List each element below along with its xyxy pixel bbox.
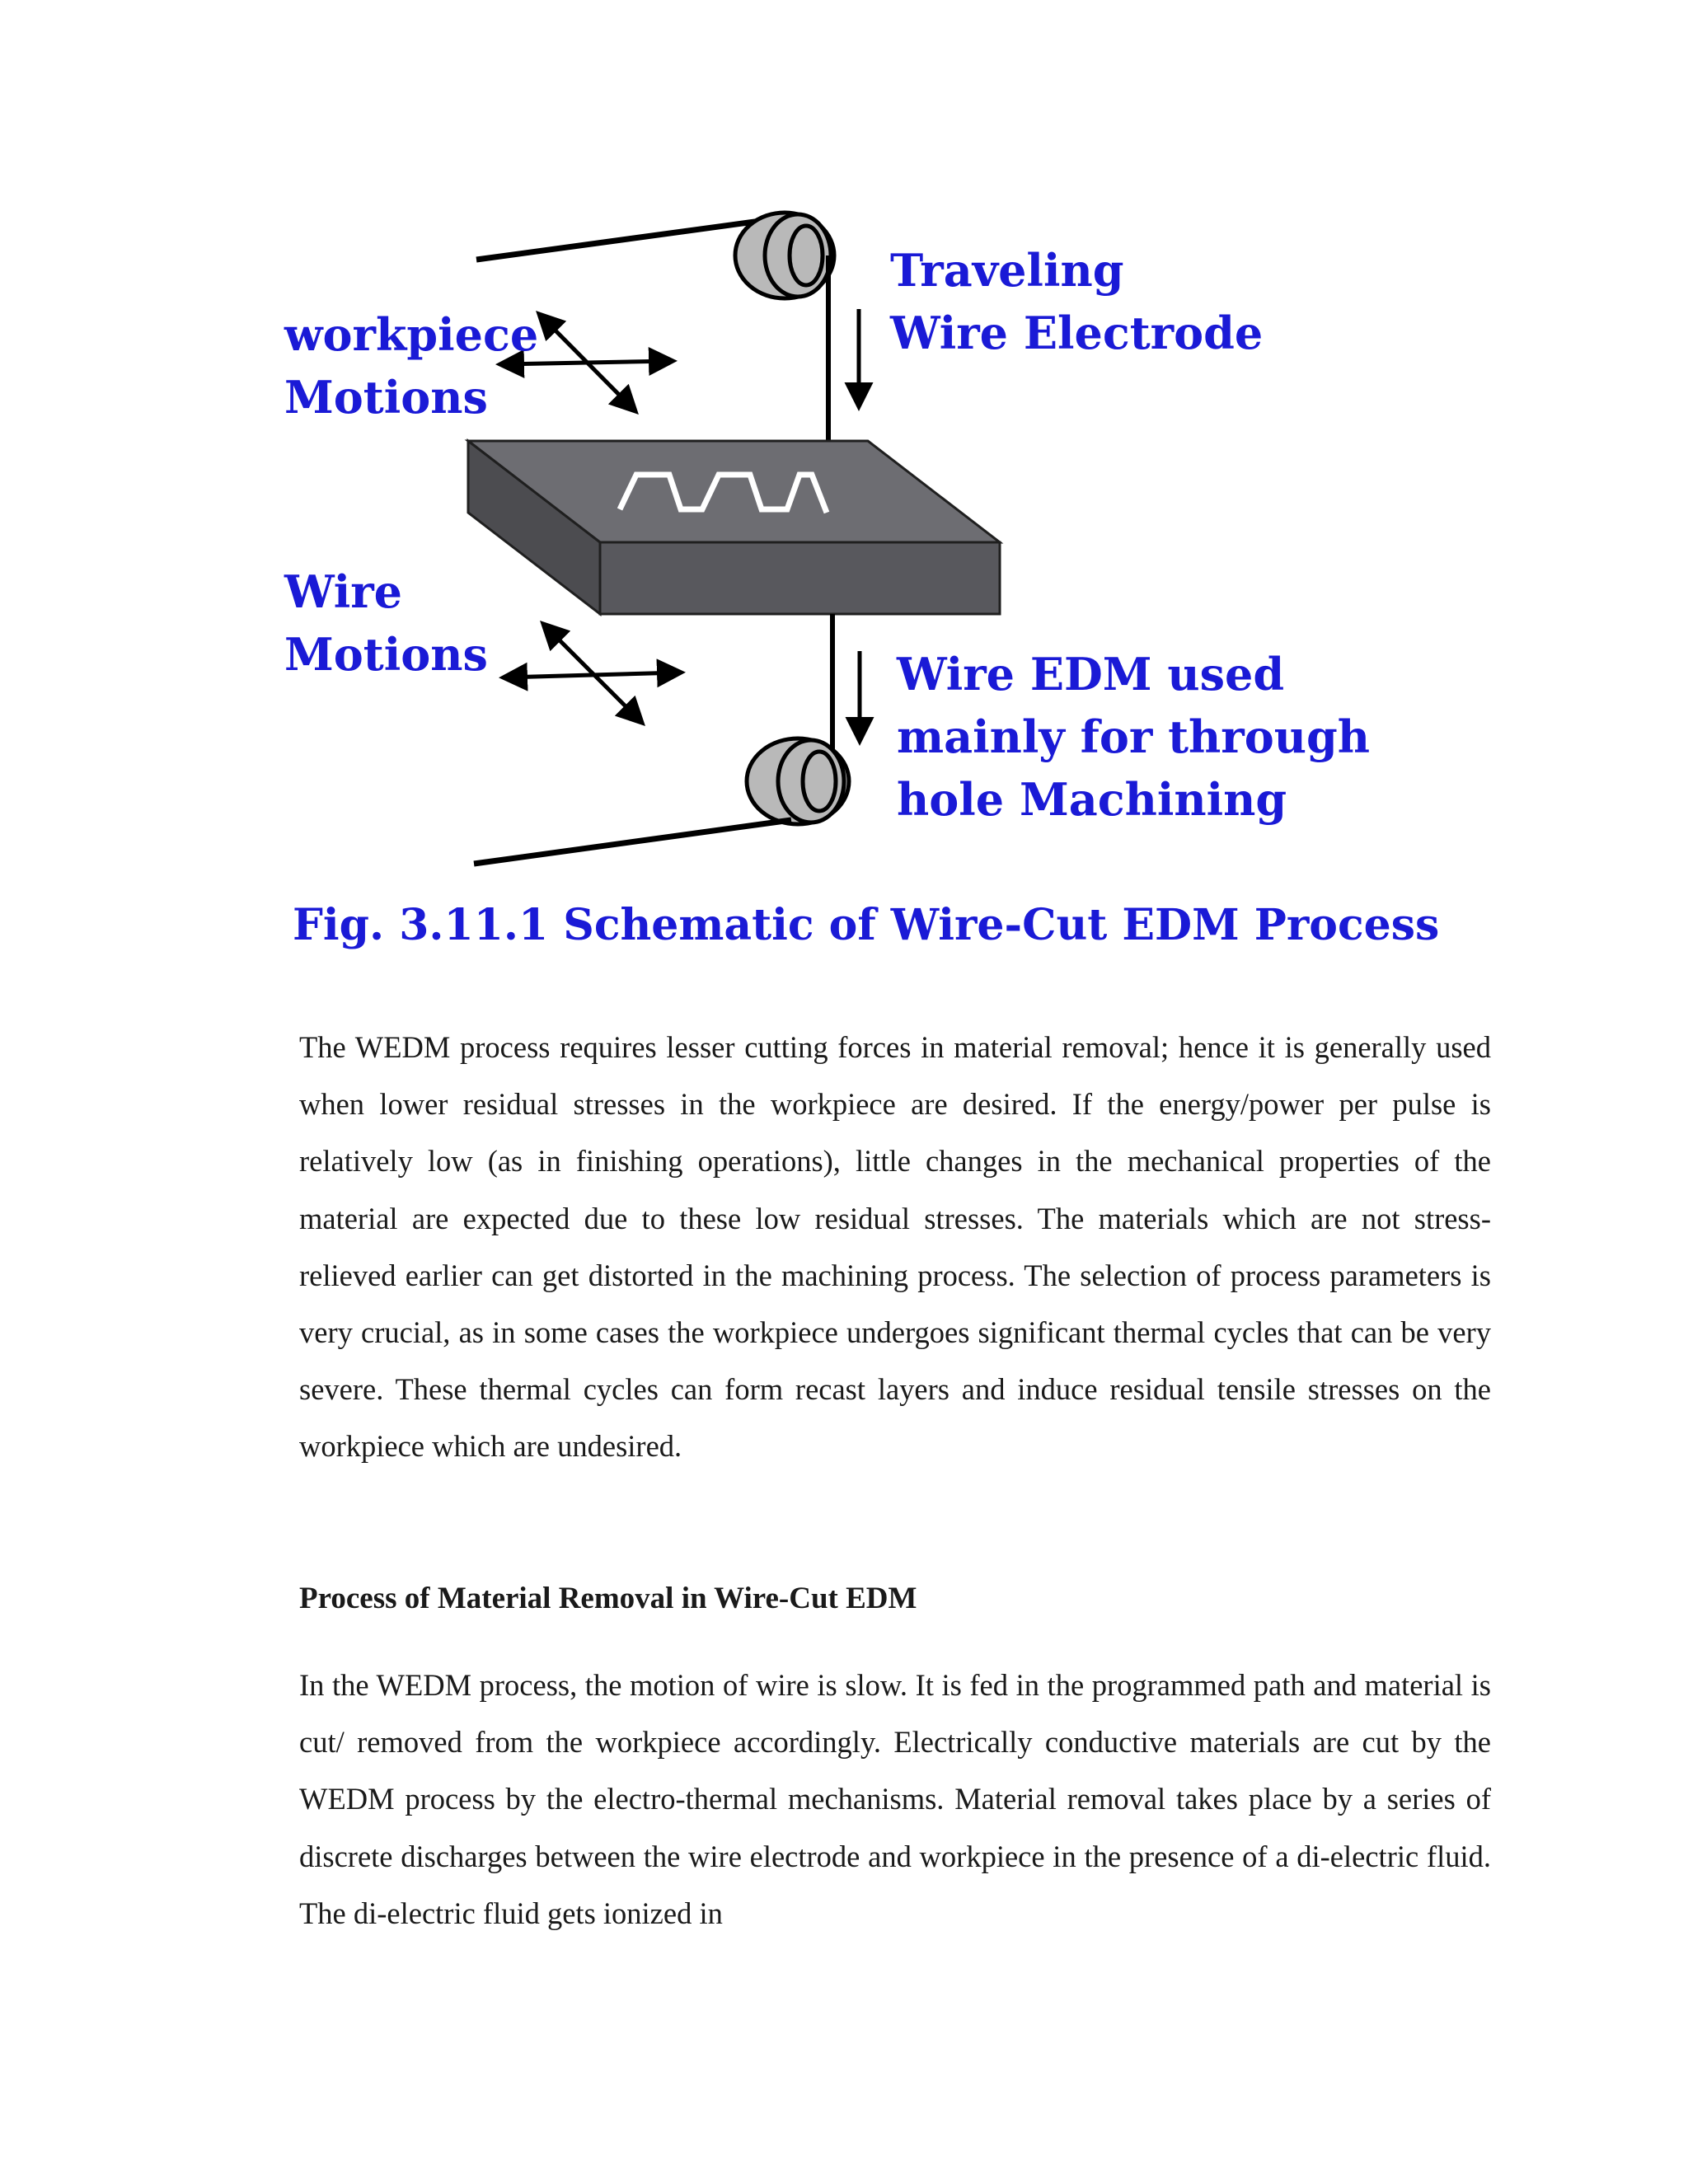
wedm-schematic-figure bbox=[0, 0, 1688, 989]
workpiece-motions-line-2: Motions bbox=[284, 371, 488, 424]
wedm-schematic-drawing bbox=[0, 0, 1688, 989]
traveling-wire-label bbox=[890, 239, 1263, 364]
wire-edm-note-label bbox=[897, 643, 1370, 831]
upper-pulley-icon bbox=[735, 213, 834, 298]
lower-pulley-icon bbox=[747, 738, 849, 824]
wire-motions-label bbox=[284, 560, 488, 686]
section-heading: Process of Material Removal in Wire-Cut EDM bbox=[299, 1582, 917, 1615]
lower-wire-feed-line bbox=[474, 820, 791, 864]
wire-motions-line-1: Wire bbox=[284, 565, 403, 618]
wire-edm-note-line-3: hole Machining bbox=[897, 773, 1287, 826]
traveling-wire-line-1: Traveling bbox=[890, 244, 1124, 297]
paragraph-material-removal: In the WEDM process, the motion of wire is slow. It is fed in the programmed path and material is cut/ removed from the workpiece accordingly. Electrically conductive materials are cut by the WEDM process by the electro-thermal mechanisms. Material removal takes place by a series of discrete discharges between the wire electrode and workpiece in the presence of a di-electric fluid. The di-electric fluid gets ionized in bbox=[299, 1668, 1491, 1930]
wire-edm-note-line-2: mainly for through bbox=[897, 710, 1371, 763]
wire-edm-note-line-1: Wire EDM used bbox=[897, 648, 1285, 701]
figure-caption: Fig. 3.11.1 Schematic of Wire-Cut EDM Process bbox=[293, 900, 1440, 950]
wire-motion-arrows-icon bbox=[504, 625, 680, 722]
wire-motions-line-2: Motions bbox=[284, 628, 488, 681]
traveling-wire-line-2: Wire Electrode bbox=[890, 307, 1264, 359]
paragraph-wedm-residual-stress: The WEDM process requires lesser cutting forces in material removal; hence it is generally used when lower residual stresses in the workpiece are desired. If the energy/power per pulse is relatively low (as in finishing operations), little changes in the mechanical properties of the material are expected due to these low residual stresses. The materials which are not stress-relieved earlier can get distorted in the machining process. The selection of process parameters is very crucial, as in some cases the workpiece undergoes significant thermal cycles that can be very severe. These thermal cycles can form recast layers and induce residual tensile stresses on the workpiece which are undesired. bbox=[299, 1030, 1491, 1464]
workpiece-slab bbox=[468, 441, 1000, 614]
workpiece-motions-label bbox=[284, 303, 538, 429]
workpiece-motions-line-1: workpiece bbox=[284, 308, 539, 361]
